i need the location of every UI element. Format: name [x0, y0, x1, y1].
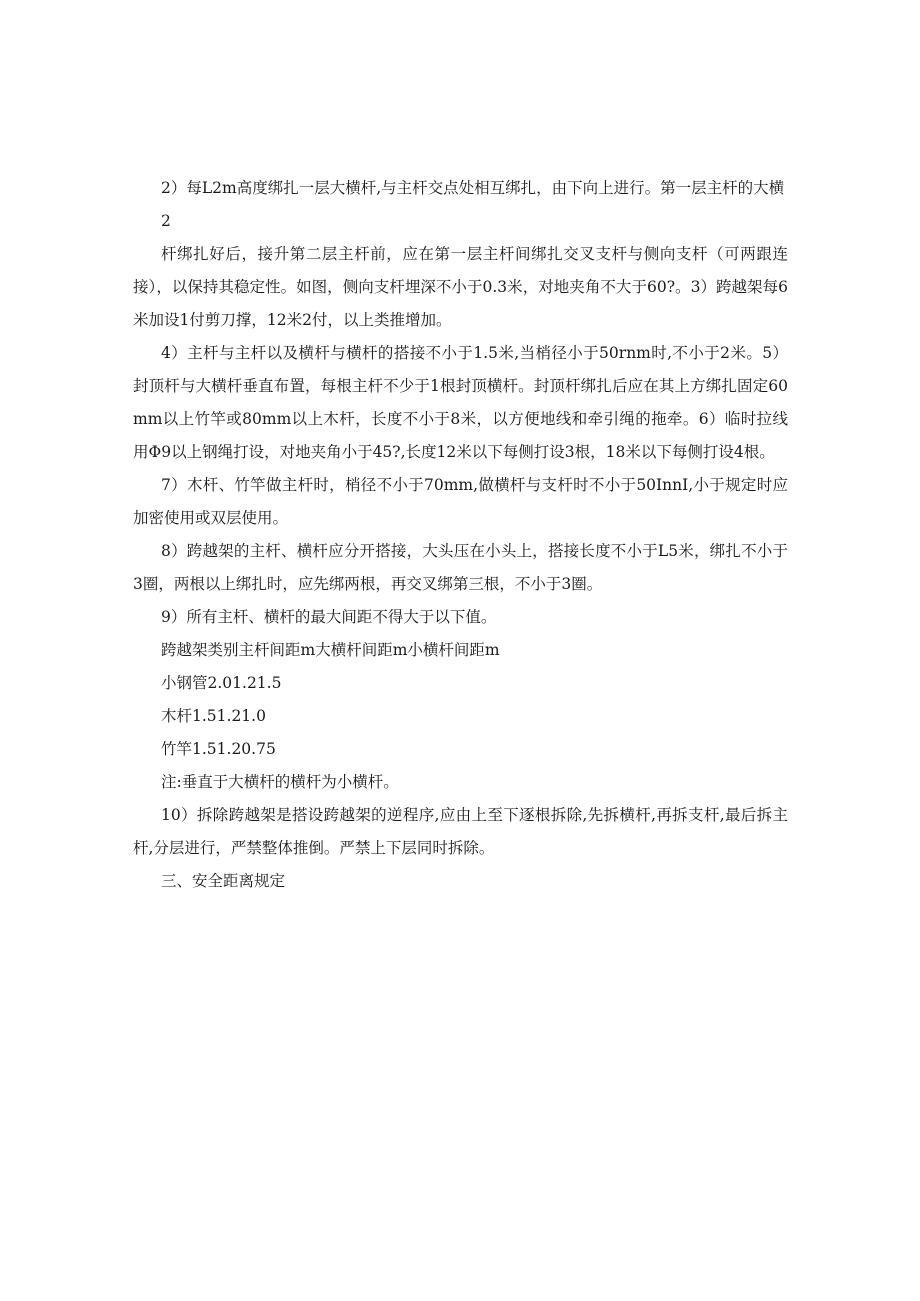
- page-number: 2: [161, 212, 171, 230]
- paragraph-step-8: 8）跨越架的主杆、横杆应分开搭接，大头压在小头上，搭接长度不小于L5米，绑扎不小于3圈，两根以上绑扎时，应先绑两根，再交叉绑第三根，不小于3圈。: [133, 542, 788, 593]
- spacing-table-row-steel: 小钢管2.01.21.5: [161, 674, 282, 692]
- paragraph-step-9: 9）所有主杆、横杆的最大间距不得大于以下值。: [161, 608, 497, 626]
- spacing-table-header: 跨越架类别主杆间距m大横杆间距m小横杆间距m: [161, 641, 500, 659]
- document-body: [133, 172, 788, 898]
- paragraph-step-7: 7）木杆、竹竿做主杆时，梢径不小于70mm,做横杆与支杆时不小于50InnI,小于规定时应加密使用或双层使用。: [133, 476, 788, 527]
- paragraph-step-2-continued: 杆绑扎好后，接升第二层主杆前，应在第一层主杆间绑扎交叉支杆与侧向支杆（可两跟连接），以保持其稳定性。如图，侧向支杆埋深不小于0.3米，对地夹角不大于60?。3）跨越架每6米加设1付剪刀撑，12米2付，以上类推增加。: [133, 245, 788, 329]
- paragraph-step-4-5-6: 4）主杆与主杆以及横杆与横杆的搭接不小于1.5米,当梢径小于50rnm时,不小于2米。5）封顶杆与大横杆垂直布置，每根主杆不少于1根封顶横杆。封顶杆绑扎后应在其上方绑扎固定60mm以上竹竿或80mm以上木杆，长度不小于8米，以方便地线和牵引绳的拖牵。6）临时拉线用Φ9以上钢绳打设，对地夹角小于45?,长度12米以下每侧打设3根，18米以下每侧打设4根。: [133, 344, 788, 461]
- spacing-table-row-bamboo: 竹竿1.51.20.75: [161, 740, 276, 758]
- spacing-table-note: 注:垂直于大横杆的横杆为小横杆。: [161, 773, 399, 791]
- paragraph-step-10: 10）拆除跨越架是搭设跨越架的逆程序,应由上至下逐根拆除,先拆横杆,再拆支杆,最后拆主杆,分层进行，严禁整体推倒。严禁上下层同时拆除。: [133, 806, 788, 857]
- section-heading-safety-distance: 三、安全距离规定: [161, 872, 286, 890]
- paragraph-step-2: 2）每L2m高度绑扎一层大横杆,与主杆交点处相互绑扎，由下向上进行。第一层主杆的大横: [161, 179, 785, 197]
- spacing-table-row-wood: 木杆1.51.21.0: [161, 707, 266, 725]
